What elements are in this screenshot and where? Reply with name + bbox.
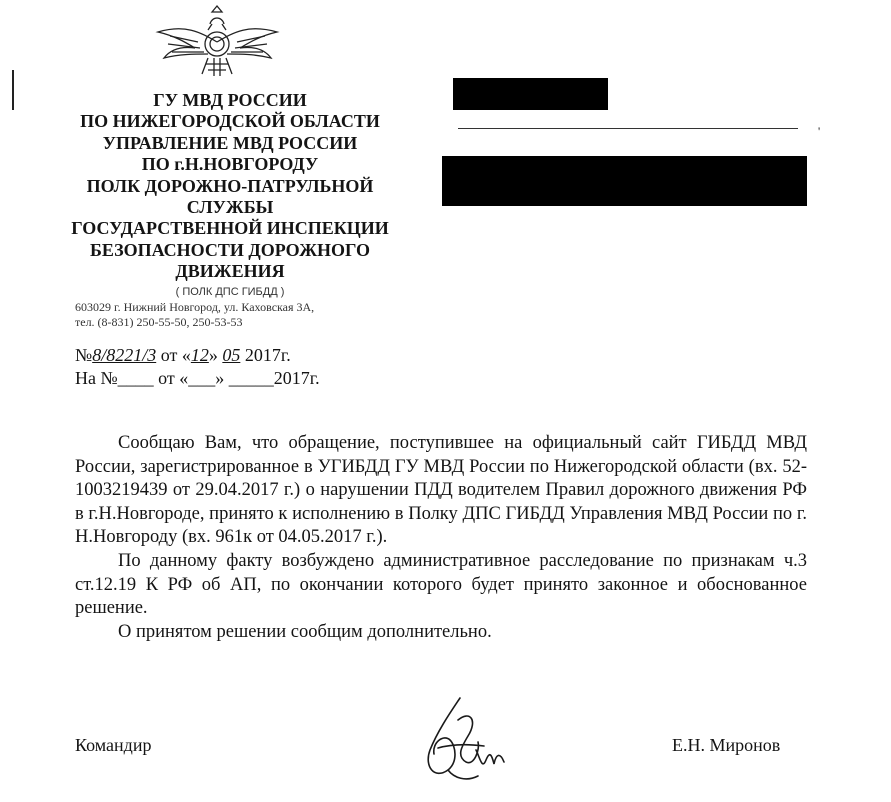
address-phone: тел. (8-831) 250-55-50, 250-53-53 — [75, 315, 243, 328]
org-address — [75, 300, 405, 328]
registration-number: 8/8221/3 — [92, 345, 157, 365]
org-line: УПРАВЛЕНИЕ МВД РОССИИ — [102, 132, 358, 153]
addressee-underline — [458, 128, 798, 129]
org-abbreviation: ( ПОЛК ДПС ГИБДД ) — [175, 286, 285, 298]
body-paragraph: О принятом решении сообщим дополнительно. — [118, 621, 492, 642]
handwritten-signature — [408, 690, 518, 790]
signatory-position: Командир — [75, 735, 152, 755]
number-sign: № — [75, 345, 93, 365]
org-line: ДВИЖЕНИЯ — [175, 261, 285, 282]
date-from-label: от « — [160, 345, 191, 365]
org-line: ПО г.Н.НОВГОРОДУ — [141, 154, 319, 175]
org-line: СЛУЖБЫ — [186, 197, 274, 218]
body-paragraph: Сообщаю Вам, что обращение, поступившее на официальный сайт ГИБДД МВД России, зарегистрированное в УГИБДД ГУ МВД России по Нижегородской области (вх. 52-1003219439 от 29.04.2017 г.) о нарушении ПДД водителем Правил дорожного движения РФ в г.Н.Новгороде, принято к исполнению в Полку ДПС ГИБДД Управления МВД России по г. Н.Новгороду (вх. 961к от 04.05.2017 г.). — [75, 433, 807, 548]
reply-reference-line: На №____ от «___» _____2017г. — [75, 368, 320, 388]
org-line: ПО НИЖЕГОРОДСКОЙ ОБЛАСТИ — [80, 111, 380, 132]
letter-body — [75, 432, 807, 644]
org-line: ГОСУДАРСТВЕННОЙ ИНСПЕКЦИИ — [71, 218, 389, 239]
registration-day: 12 — [190, 345, 209, 365]
body-paragraph: По данному факту возбуждено административное расследование по признакам ч.3 ст.12.19 К РФ об АП, по окончании которого будет принято законное и обоснованное решение. — [75, 550, 807, 619]
margin-tick: ' — [818, 124, 821, 138]
org-line: ПОЛК ДОРОЖНО-ПАТРУЛЬНОЙ — [86, 175, 374, 196]
date-sep: » — [208, 345, 218, 365]
org-line: ГУ МВД РОССИИ — [153, 90, 307, 110]
address-line: 603029 г. Нижний Новгород, ул. Каховская 3А, — [75, 300, 315, 314]
redacted-block — [442, 156, 807, 206]
organization-header — [40, 90, 420, 283]
registration-month: 05 — [222, 345, 241, 365]
signatory-name: Е.Н. Миронов — [672, 735, 781, 755]
redacted-block — [453, 78, 608, 110]
registration-year: 2017г. — [244, 345, 291, 365]
org-line: БЕЗОПАСНОСТИ ДОРОЖНОГО — [89, 239, 371, 260]
registration-number-line — [75, 345, 291, 366]
margin-mark — [12, 70, 14, 110]
mvd-eagle-emblem — [150, 2, 285, 80]
